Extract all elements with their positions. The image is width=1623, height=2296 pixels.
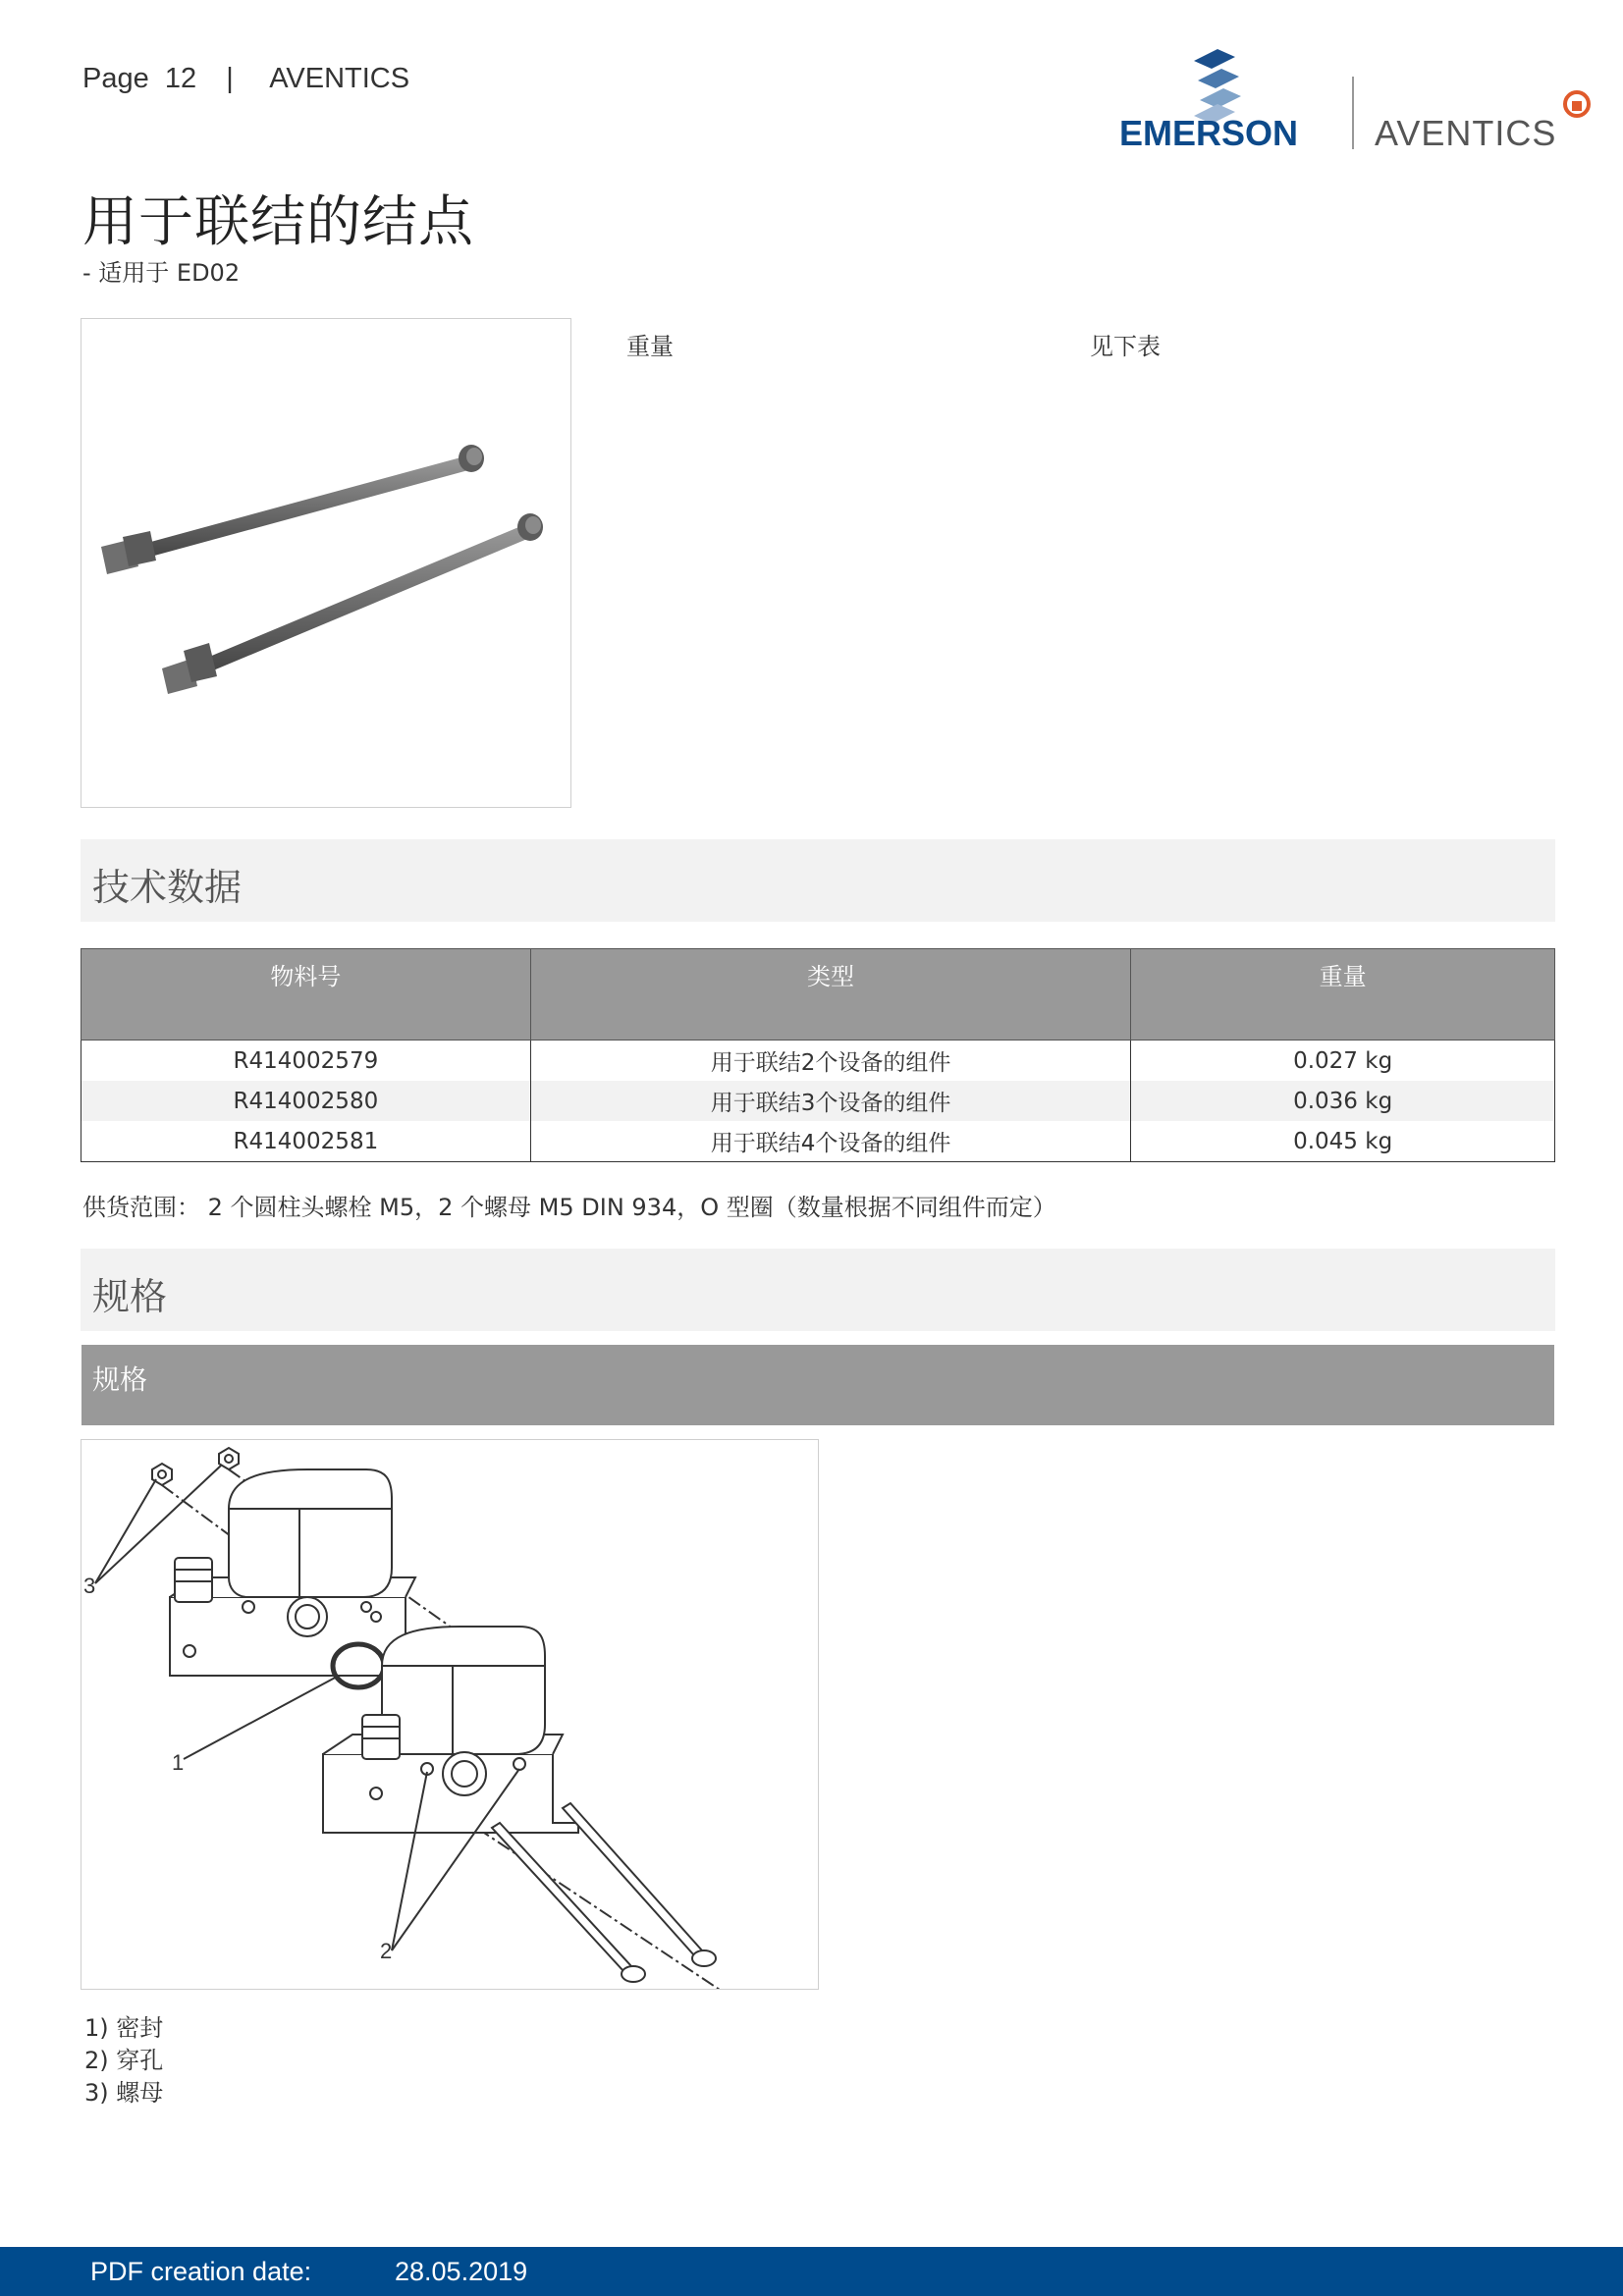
footer-label: PDF creation date: — [90, 2257, 312, 2286]
spec-title: 规格 — [92, 1275, 168, 1318]
cell-part-number: R414002580 — [81, 1081, 531, 1121]
header-brand: AVENTICS — [269, 63, 410, 94]
legend-item-hole: 2) 穿孔 — [84, 2047, 164, 2074]
footer-bar — [0, 2247, 1623, 2296]
tech-data-title: 技术数据 — [92, 866, 243, 909]
nut-icon — [152, 1448, 239, 1485]
emerson-aventics-logo — [1119, 47, 1591, 155]
product-image — [81, 318, 571, 808]
table-header-row — [81, 949, 1555, 1041]
cell-weight: 0.036 kg — [1131, 1081, 1555, 1121]
diagram-label-3: 3 — [83, 1574, 96, 1598]
bolt-lower — [162, 513, 543, 694]
table-row — [81, 1081, 1555, 1121]
weight-label: 重量 — [626, 333, 674, 360]
weight-value: 见下表 — [1090, 333, 1161, 360]
page-title: 用于联结的结点 — [82, 190, 474, 254]
legend-item-seal: 1) 密封 — [84, 2014, 164, 2042]
table-row — [81, 1121, 1555, 1162]
page-number: 12 — [164, 63, 197, 94]
footer-date: 28.05.2019 — [395, 2257, 528, 2286]
tech-data-table — [81, 948, 1555, 1162]
col-header-weight: 重量 — [1131, 949, 1555, 1041]
cell-type: 用于联结3个设备的组件 — [530, 1081, 1131, 1121]
diagram-label-2: 2 — [380, 1939, 393, 1963]
col-header-part-number: 物料号 — [81, 949, 531, 1041]
diagram-label-1: 1 — [172, 1750, 185, 1775]
header-separator: | — [226, 63, 234, 94]
page-header-label — [82, 63, 409, 95]
logo-aventics-text: AVENTICS — [1375, 113, 1557, 153]
scope-of-delivery-note: 供货范围： 2 个圆柱头螺栓 M5，2 个螺母 M5 DIN 934，O 型圈（数量根据不同组件而定） — [82, 1194, 1056, 1221]
legend-item-nut: 3) 螺母 — [84, 2079, 164, 2107]
page-subtitle: - 适用于 ED02 — [82, 259, 241, 287]
cell-part-number: R414002579 — [81, 1041, 531, 1082]
assembly-diagram — [81, 1439, 819, 1990]
cell-part-number: R414002581 — [81, 1121, 531, 1162]
spec-section-header — [81, 1249, 1555, 1331]
tech-data-section-header — [81, 839, 1555, 922]
spec-bar-title: 规格 — [92, 1363, 148, 1396]
bolt-upper — [101, 445, 484, 574]
cell-weight: 0.027 kg — [1131, 1041, 1555, 1082]
col-header-type: 类型 — [530, 949, 1131, 1041]
aventics-mark-icon — [1565, 92, 1589, 116]
logo-emerson-text: EMERSON — [1119, 113, 1299, 153]
page-prefix: Page — [82, 63, 149, 94]
cell-type: 用于联结2个设备的组件 — [530, 1041, 1131, 1082]
table-row — [81, 1041, 1555, 1082]
spec-subheader-bar — [81, 1345, 1554, 1425]
cell-type: 用于联结4个设备的组件 — [530, 1121, 1131, 1162]
cell-weight: 0.045 kg — [1131, 1121, 1555, 1162]
